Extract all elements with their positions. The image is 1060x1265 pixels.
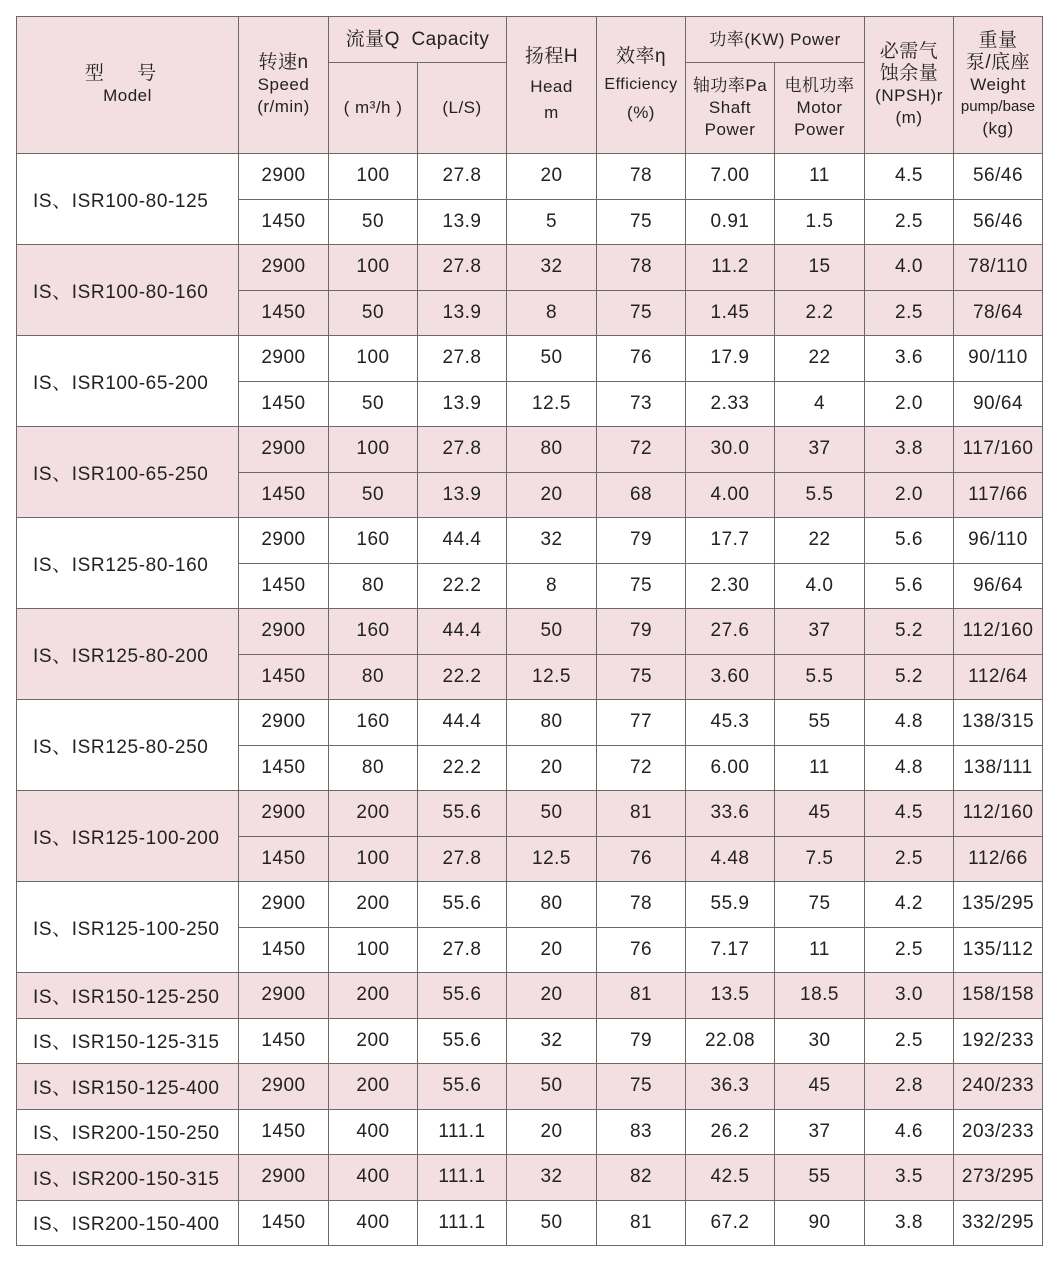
cell-shaft: 55.9 <box>686 882 775 928</box>
cell-shaft: 2.30 <box>686 563 775 609</box>
cell-npsh: 3.8 <box>865 427 954 473</box>
header-model: 型 号 Model <box>17 17 239 154</box>
cell-head: 20 <box>507 927 597 973</box>
cell-motor: 22 <box>775 518 865 564</box>
cell-q-ls: 55.6 <box>418 1018 507 1064</box>
cell-eff: 72 <box>597 745 686 791</box>
cell-q-ls: 55.6 <box>418 1064 507 1110</box>
cell-weight: 56/46 <box>954 154 1043 200</box>
cell-model: IS、ISR125-80-200 <box>17 609 239 700</box>
cell-q-m3h: 400 <box>329 1109 418 1155</box>
table-row <box>17 700 1043 746</box>
cell-head: 80 <box>507 700 597 746</box>
cell-model: IS、ISR200-150-315 <box>17 1155 239 1201</box>
cell-eff: 76 <box>597 927 686 973</box>
cell-head: 50 <box>507 609 597 655</box>
cell-weight: 112/160 <box>954 609 1043 655</box>
cell-motor: 45 <box>775 1064 865 1110</box>
cell-eff: 68 <box>597 472 686 518</box>
cell-npsh: 5.2 <box>865 654 954 700</box>
cell-eff: 75 <box>597 563 686 609</box>
cell-speed: 1450 <box>239 745 329 791</box>
cell-shaft: 6.00 <box>686 745 775 791</box>
cell-weight: 56/46 <box>954 199 1043 245</box>
cell-q-ls: 44.4 <box>418 518 507 564</box>
cell-head: 12.5 <box>507 654 597 700</box>
cell-speed: 2900 <box>239 154 329 200</box>
cell-eff: 76 <box>597 836 686 882</box>
cell-speed: 2900 <box>239 427 329 473</box>
table-row <box>17 1200 1043 1246</box>
cell-q-m3h: 100 <box>329 336 418 382</box>
cell-weight: 135/112 <box>954 927 1043 973</box>
cell-weight: 117/66 <box>954 472 1043 518</box>
cell-speed: 2900 <box>239 791 329 837</box>
cell-npsh: 4.5 <box>865 791 954 837</box>
cell-q-m3h: 100 <box>329 154 418 200</box>
cell-eff: 79 <box>597 1018 686 1064</box>
cell-head: 20 <box>507 472 597 518</box>
cell-q-ls: 22.2 <box>418 745 507 791</box>
cell-npsh: 2.5 <box>865 836 954 882</box>
cell-npsh: 2.0 <box>865 472 954 518</box>
cell-weight: 78/64 <box>954 290 1043 336</box>
cell-model: IS、ISR150-125-250 <box>17 973 239 1019</box>
cell-q-ls: 111.1 <box>418 1155 507 1201</box>
cell-eff: 75 <box>597 290 686 336</box>
cell-q-ls: 55.6 <box>418 791 507 837</box>
cell-shaft: 33.6 <box>686 791 775 837</box>
cell-shaft: 42.5 <box>686 1155 775 1201</box>
cell-q-m3h: 50 <box>329 381 418 427</box>
cell-head: 20 <box>507 154 597 200</box>
cell-q-m3h: 80 <box>329 745 418 791</box>
cell-motor: 90 <box>775 1200 865 1246</box>
header-capacity: 流量Q Capacity <box>329 17 507 63</box>
cell-npsh: 4.8 <box>865 700 954 746</box>
cell-weight: 138/111 <box>954 745 1043 791</box>
cell-eff: 73 <box>597 381 686 427</box>
cell-npsh: 2.0 <box>865 381 954 427</box>
cell-motor: 4.0 <box>775 563 865 609</box>
table-header <box>17 17 1043 154</box>
cell-weight: 158/158 <box>954 973 1043 1019</box>
cell-motor: 1.5 <box>775 199 865 245</box>
cell-speed: 1450 <box>239 1018 329 1064</box>
cell-eff: 72 <box>597 427 686 473</box>
cell-npsh: 4.5 <box>865 154 954 200</box>
header-speed: 转速n Speed (r/min) <box>239 17 329 154</box>
cell-model: IS、ISR200-150-250 <box>17 1109 239 1155</box>
cell-head: 8 <box>507 290 597 336</box>
cell-shaft: 17.9 <box>686 336 775 382</box>
cell-motor: 11 <box>775 927 865 973</box>
header-head: 扬程H Head m <box>507 17 597 154</box>
cell-head: 50 <box>507 791 597 837</box>
table-row <box>17 336 1043 382</box>
cell-head: 32 <box>507 1018 597 1064</box>
cell-motor: 5.5 <box>775 654 865 700</box>
cell-shaft: 36.3 <box>686 1064 775 1110</box>
cell-weight: 78/110 <box>954 245 1043 291</box>
header-shaft-power: 轴功率Pa Shaft Power <box>686 63 775 154</box>
cell-head: 32 <box>507 245 597 291</box>
cell-q-m3h: 100 <box>329 427 418 473</box>
table-row <box>17 427 1043 473</box>
cell-head: 50 <box>507 336 597 382</box>
cell-q-ls: 27.8 <box>418 427 507 473</box>
cell-q-ls: 13.9 <box>418 290 507 336</box>
cell-motor: 45 <box>775 791 865 837</box>
cell-weight: 192/233 <box>954 1018 1043 1064</box>
cell-weight: 90/64 <box>954 381 1043 427</box>
cell-q-m3h: 160 <box>329 609 418 655</box>
cell-weight: 203/233 <box>954 1109 1043 1155</box>
cell-eff: 82 <box>597 1155 686 1201</box>
cell-weight: 112/66 <box>954 836 1043 882</box>
cell-model: IS、ISR100-65-250 <box>17 427 239 518</box>
cell-head: 32 <box>507 518 597 564</box>
cell-q-ls: 13.9 <box>418 199 507 245</box>
cell-speed: 2900 <box>239 1155 329 1201</box>
cell-q-m3h: 200 <box>329 791 418 837</box>
cell-speed: 2900 <box>239 700 329 746</box>
cell-q-m3h: 50 <box>329 199 418 245</box>
cell-q-m3h: 100 <box>329 836 418 882</box>
cell-motor: 55 <box>775 1155 865 1201</box>
header-power: 功率(KW) Power <box>686 17 865 63</box>
cell-shaft: 22.08 <box>686 1018 775 1064</box>
cell-q-ls: 55.6 <box>418 973 507 1019</box>
cell-shaft: 30.0 <box>686 427 775 473</box>
cell-shaft: 27.6 <box>686 609 775 655</box>
cell-q-ls: 44.4 <box>418 700 507 746</box>
cell-motor: 30 <box>775 1018 865 1064</box>
cell-q-m3h: 200 <box>329 973 418 1019</box>
cell-motor: 37 <box>775 609 865 655</box>
cell-eff: 76 <box>597 336 686 382</box>
table-row <box>17 1155 1043 1201</box>
cell-npsh: 4.0 <box>865 245 954 291</box>
cell-eff: 78 <box>597 245 686 291</box>
cell-motor: 11 <box>775 154 865 200</box>
table-row <box>17 609 1043 655</box>
cell-eff: 81 <box>597 1200 686 1246</box>
cell-npsh: 2.5 <box>865 927 954 973</box>
cell-head: 80 <box>507 882 597 928</box>
cell-shaft: 67.2 <box>686 1200 775 1246</box>
table-row <box>17 245 1043 291</box>
cell-head: 5 <box>507 199 597 245</box>
cell-motor: 7.5 <box>775 836 865 882</box>
cell-speed: 2900 <box>239 882 329 928</box>
cell-eff: 83 <box>597 1109 686 1155</box>
cell-eff: 78 <box>597 882 686 928</box>
cell-speed: 1450 <box>239 1200 329 1246</box>
table-row <box>17 882 1043 928</box>
cell-speed: 1450 <box>239 290 329 336</box>
cell-motor: 75 <box>775 882 865 928</box>
cell-npsh: 3.8 <box>865 1200 954 1246</box>
table-row <box>17 1064 1043 1110</box>
cell-weight: 96/110 <box>954 518 1043 564</box>
cell-weight: 117/160 <box>954 427 1043 473</box>
cell-motor: 18.5 <box>775 973 865 1019</box>
cell-shaft: 13.5 <box>686 973 775 1019</box>
cell-model: IS、ISR150-125-400 <box>17 1064 239 1110</box>
cell-speed: 1450 <box>239 199 329 245</box>
cell-npsh: 5.6 <box>865 518 954 564</box>
cell-q-ls: 22.2 <box>418 563 507 609</box>
table-row <box>17 518 1043 564</box>
table-row <box>17 1109 1043 1155</box>
header-weight: 重量 泵/底座 Weight pump/base (kg) <box>954 17 1043 154</box>
cell-motor: 4 <box>775 381 865 427</box>
cell-npsh: 2.8 <box>865 1064 954 1110</box>
cell-eff: 75 <box>597 199 686 245</box>
cell-q-ls: 22.2 <box>418 654 507 700</box>
cell-q-m3h: 160 <box>329 700 418 746</box>
cell-npsh: 4.6 <box>865 1109 954 1155</box>
cell-weight: 138/315 <box>954 700 1043 746</box>
cell-npsh: 4.8 <box>865 745 954 791</box>
cell-q-m3h: 100 <box>329 927 418 973</box>
cell-head: 8 <box>507 563 597 609</box>
cell-speed: 2900 <box>239 609 329 655</box>
cell-speed: 2900 <box>239 336 329 382</box>
cell-speed: 1450 <box>239 654 329 700</box>
cell-motor: 37 <box>775 427 865 473</box>
cell-q-ls: 27.8 <box>418 927 507 973</box>
cell-eff: 77 <box>597 700 686 746</box>
header-npsh: 必需气 蚀余量 (NPSH)r (m) <box>865 17 954 154</box>
table-row <box>17 973 1043 1019</box>
cell-eff: 79 <box>597 518 686 564</box>
cell-speed: 1450 <box>239 472 329 518</box>
cell-motor: 11 <box>775 745 865 791</box>
table-row <box>17 154 1043 200</box>
header-capacity-ls: (L/S) <box>418 63 507 154</box>
pump-performance-table <box>16 16 1043 1246</box>
cell-shaft: 4.00 <box>686 472 775 518</box>
cell-eff: 79 <box>597 609 686 655</box>
cell-model: IS、ISR200-150-400 <box>17 1200 239 1246</box>
cell-eff: 81 <box>597 791 686 837</box>
cell-eff: 75 <box>597 654 686 700</box>
cell-shaft: 1.45 <box>686 290 775 336</box>
cell-speed: 1450 <box>239 563 329 609</box>
cell-weight: 112/64 <box>954 654 1043 700</box>
cell-head: 50 <box>507 1200 597 1246</box>
cell-shaft: 17.7 <box>686 518 775 564</box>
cell-q-ls: 27.8 <box>418 836 507 882</box>
cell-weight: 96/64 <box>954 563 1043 609</box>
cell-speed: 2900 <box>239 245 329 291</box>
cell-speed: 2900 <box>239 518 329 564</box>
cell-shaft: 11.2 <box>686 245 775 291</box>
cell-npsh: 5.2 <box>865 609 954 655</box>
header-capacity-m3h: ( m³/h ) <box>329 63 418 154</box>
cell-q-ls: 111.1 <box>418 1109 507 1155</box>
cell-q-m3h: 100 <box>329 245 418 291</box>
table-row <box>17 1018 1043 1064</box>
header-motor-power: 电机功率 Motor Power <box>775 63 865 154</box>
cell-motor: 2.2 <box>775 290 865 336</box>
cell-q-ls: 111.1 <box>418 1200 507 1246</box>
cell-shaft: 45.3 <box>686 700 775 746</box>
cell-q-ls: 55.6 <box>418 882 507 928</box>
cell-model: IS、ISR100-65-200 <box>17 336 239 427</box>
cell-npsh: 3.0 <box>865 973 954 1019</box>
cell-npsh: 3.5 <box>865 1155 954 1201</box>
cell-head: 20 <box>507 1109 597 1155</box>
cell-weight: 240/233 <box>954 1064 1043 1110</box>
cell-q-m3h: 200 <box>329 1064 418 1110</box>
cell-head: 32 <box>507 1155 597 1201</box>
cell-speed: 1450 <box>239 1109 329 1155</box>
cell-npsh: 3.6 <box>865 336 954 382</box>
cell-npsh: 5.6 <box>865 563 954 609</box>
cell-q-ls: 44.4 <box>418 609 507 655</box>
cell-head: 12.5 <box>507 836 597 882</box>
cell-motor: 22 <box>775 336 865 382</box>
cell-npsh: 2.5 <box>865 1018 954 1064</box>
cell-q-ls: 13.9 <box>418 472 507 518</box>
cell-motor: 5.5 <box>775 472 865 518</box>
cell-q-ls: 13.9 <box>418 381 507 427</box>
cell-eff: 78 <box>597 154 686 200</box>
cell-model: IS、ISR150-125-315 <box>17 1018 239 1064</box>
cell-model: IS、ISR100-80-125 <box>17 154 239 245</box>
cell-model: IS、ISR125-100-250 <box>17 882 239 973</box>
cell-q-ls: 27.8 <box>418 336 507 382</box>
cell-speed: 1450 <box>239 381 329 427</box>
cell-shaft: 2.33 <box>686 381 775 427</box>
cell-head: 80 <box>507 427 597 473</box>
cell-head: 50 <box>507 1064 597 1110</box>
cell-shaft: 7.17 <box>686 927 775 973</box>
cell-weight: 273/295 <box>954 1155 1043 1201</box>
cell-q-m3h: 80 <box>329 654 418 700</box>
table-row <box>17 791 1043 837</box>
cell-q-m3h: 400 <box>329 1200 418 1246</box>
cell-shaft: 0.91 <box>686 199 775 245</box>
cell-model: IS、ISR125-100-200 <box>17 791 239 882</box>
cell-q-m3h: 50 <box>329 290 418 336</box>
header-efficiency: 效率η Efficiency (%) <box>597 17 686 154</box>
cell-shaft: 26.2 <box>686 1109 775 1155</box>
cell-q-m3h: 80 <box>329 563 418 609</box>
cell-eff: 75 <box>597 1064 686 1110</box>
cell-weight: 135/295 <box>954 882 1043 928</box>
cell-motor: 15 <box>775 245 865 291</box>
cell-weight: 332/295 <box>954 1200 1043 1246</box>
cell-speed: 2900 <box>239 1064 329 1110</box>
cell-npsh: 2.5 <box>865 199 954 245</box>
cell-model: IS、ISR125-80-160 <box>17 518 239 609</box>
cell-q-m3h: 200 <box>329 1018 418 1064</box>
cell-weight: 112/160 <box>954 791 1043 837</box>
cell-shaft: 4.48 <box>686 836 775 882</box>
cell-weight: 90/110 <box>954 336 1043 382</box>
cell-speed: 1450 <box>239 927 329 973</box>
cell-motor: 55 <box>775 700 865 746</box>
cell-q-m3h: 160 <box>329 518 418 564</box>
cell-shaft: 7.00 <box>686 154 775 200</box>
cell-shaft: 3.60 <box>686 654 775 700</box>
table-body <box>17 154 1043 1246</box>
cell-head: 20 <box>507 973 597 1019</box>
cell-q-m3h: 400 <box>329 1155 418 1201</box>
cell-motor: 37 <box>775 1109 865 1155</box>
cell-speed: 1450 <box>239 836 329 882</box>
cell-q-ls: 27.8 <box>418 154 507 200</box>
cell-speed: 2900 <box>239 973 329 1019</box>
cell-q-m3h: 200 <box>329 882 418 928</box>
cell-npsh: 2.5 <box>865 290 954 336</box>
cell-head: 20 <box>507 745 597 791</box>
cell-model: IS、ISR100-80-160 <box>17 245 239 336</box>
cell-head: 12.5 <box>507 381 597 427</box>
cell-npsh: 4.2 <box>865 882 954 928</box>
cell-eff: 81 <box>597 973 686 1019</box>
cell-q-ls: 27.8 <box>418 245 507 291</box>
cell-q-m3h: 50 <box>329 472 418 518</box>
cell-model: IS、ISR125-80-250 <box>17 700 239 791</box>
